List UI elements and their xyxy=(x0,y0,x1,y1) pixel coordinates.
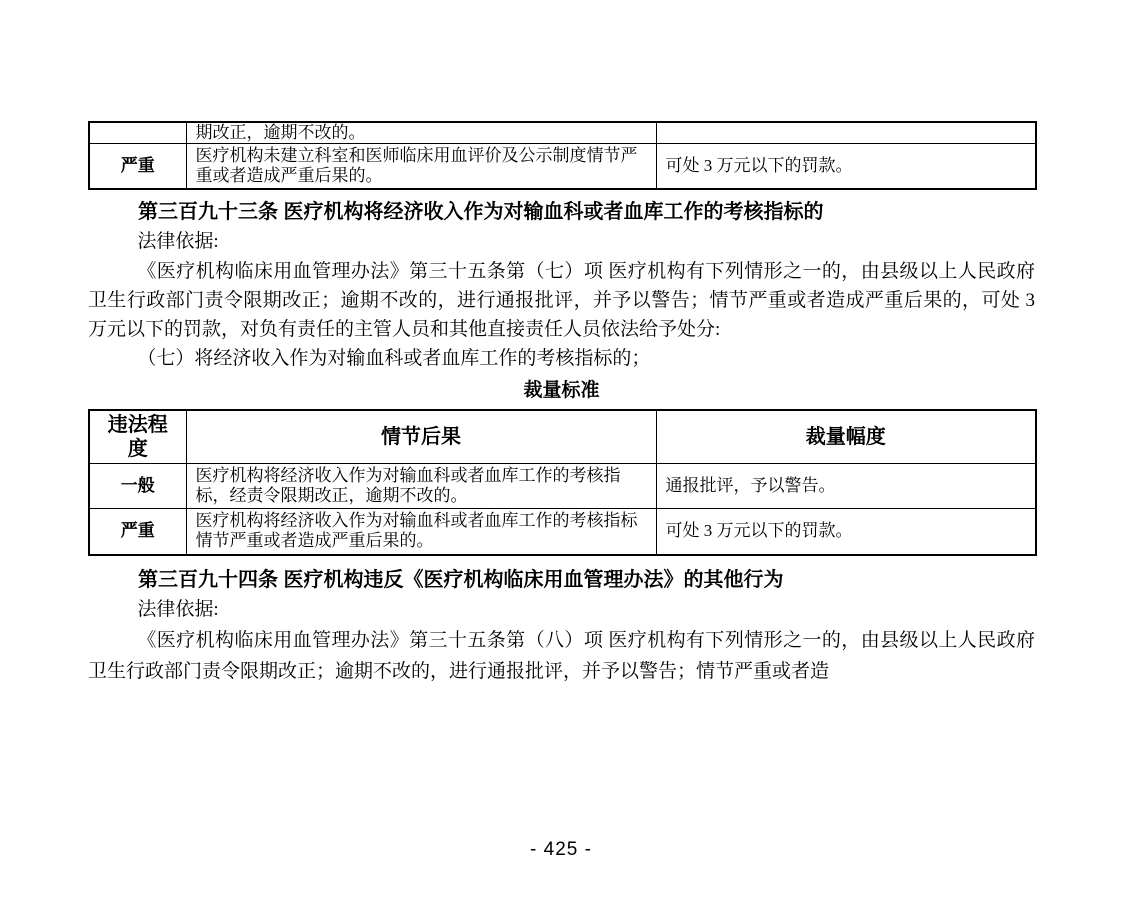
page-content xyxy=(88,121,1035,687)
degree-cell: 严重 xyxy=(89,144,186,190)
penalty-table xyxy=(88,409,1037,556)
table-title: 裁量标准 xyxy=(523,380,600,401)
table-row xyxy=(89,122,1036,144)
degree-cell xyxy=(89,122,186,144)
section-heading-394: 第三百九十四条 医疗机构违反《医疗机构临床用血管理办法》的其他行为 xyxy=(138,568,784,591)
column-header-discretion: 裁量幅度 xyxy=(656,410,1036,464)
document-page xyxy=(0,121,1122,914)
legal-paragraph: 《医疗机构临床用血管理办法》第三十五条第（八）项 医疗机构有下列情形之一的，由县级以上人民政府卫生行政部门责令限期改正；逾期不改的，进行通报批评，并予以警告；情节严重或者造 xyxy=(88,629,1035,682)
table-header-row xyxy=(89,410,1036,464)
discretion-cell: 通报批评，予以警告。 xyxy=(656,464,1036,509)
degree-cell: 严重 xyxy=(89,509,186,555)
consequence-cell: 医疗机构未建立科室和医师临床用血评价及公示制度情节严重或者造成严重后果的。 xyxy=(186,144,656,190)
column-header-consequence: 情节后果 xyxy=(186,410,656,464)
legal-paragraph: 《医疗机构临床用血管理办法》第三十五条第（七）项 医疗机构有下列情形之一的，由县级以上人民政府卫生行政部门责令限期改正；逾期不改的，进行通报批评，并予以警告；情节严重或者造成严重后果的，可处 3 万元以下的罚款，对负有责任的主管人员和其他直接责任人员依法给予处分: xyxy=(88,261,1035,340)
legal-basis-label: 法律依据: xyxy=(137,231,219,252)
table-row xyxy=(89,509,1036,555)
section-heading-393: 第三百九十三条 医疗机构将经济收入作为对输血科或者血库工作的考核指标的 xyxy=(138,201,824,223)
consequence-cell: 医疗机构将经济收入作为对输血科或者血库工作的考核指标，经责令限期改正，逾期不改的。 xyxy=(186,464,656,509)
legal-basis-label: 法律依据: xyxy=(137,598,219,620)
discretion-cell: 可处 3 万元以下的罚款。 xyxy=(656,509,1036,555)
page-number: - 425 - xyxy=(530,839,592,860)
consequence-cell: 医疗机构将经济收入作为对输血科或者血库工作的考核指标情节严重或者造成严重后果的。 xyxy=(186,509,656,555)
legal-item: （七）将经济收入作为对输血科或者血库工作的考核指标的； xyxy=(137,348,651,369)
table-row xyxy=(89,144,1036,190)
continuation-penalty-table xyxy=(88,121,1037,190)
table-row xyxy=(89,464,1036,509)
discretion-cell: 可处 3 万元以下的罚款。 xyxy=(656,144,1036,190)
discretion-cell xyxy=(656,122,1036,144)
consequence-cell: 期改正，逾期不改的。 xyxy=(186,122,656,144)
column-header-degree: 违法程度 xyxy=(89,410,186,464)
degree-cell: 一般 xyxy=(89,464,186,509)
